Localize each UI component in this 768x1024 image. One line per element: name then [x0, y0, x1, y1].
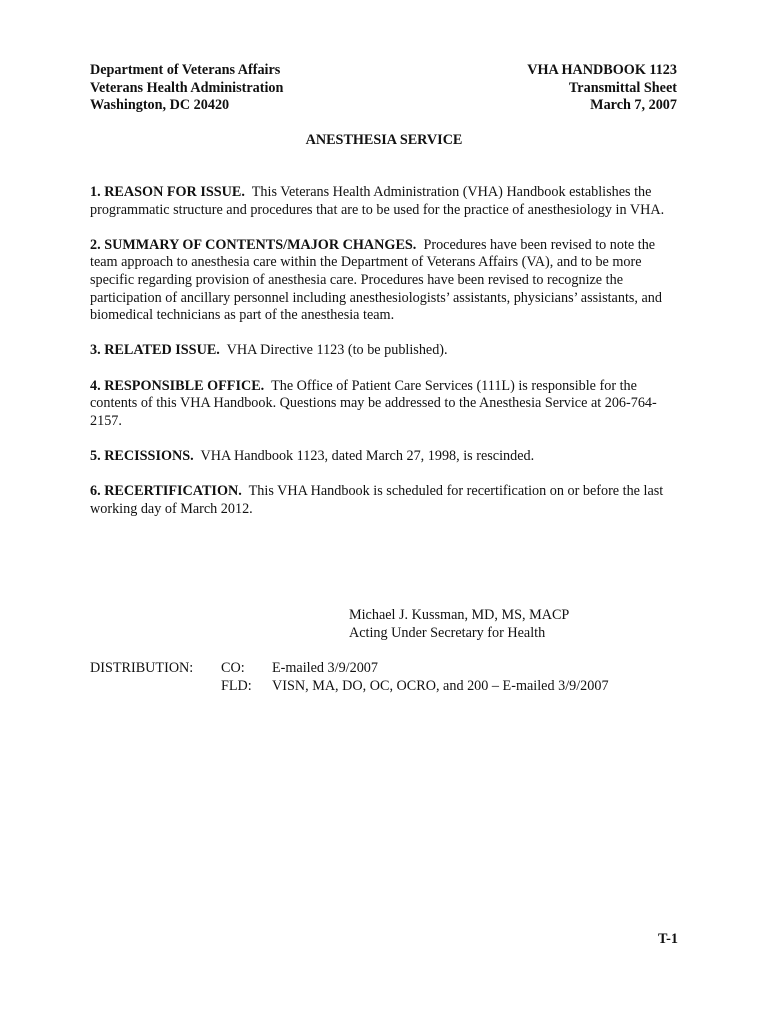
department-name: Department of Veterans Affairs — [90, 62, 281, 78]
signature-block — [349, 607, 569, 642]
page-number: T-1 — [658, 931, 678, 947]
section-text: Procedures have been revised to note the team approach to anesthesia care within the Department of Veterans Affairs (VA), and to be more specific regarding provision of anesthesia care. Procedures have been revised to recognize the participation of ancillary personnel including anesthesiologists’ assistants, physicians’ assistants, and biomedical technicians as part of the anesthesia team. — [90, 236, 662, 324]
handbook-number: VHA HANDBOOK 1123 — [527, 62, 677, 78]
distribution-code: FLD: — [221, 677, 252, 694]
section-heading: 1. REASON FOR ISSUE. — [90, 184, 245, 200]
section-text: This Veterans Health Administration (VHA) Handbook establishes the programmatic structure and procedures that are to be used for the practice of anesthesiology in VHA. — [90, 184, 665, 218]
document-title: ANESTHESIA SERVICE — [305, 132, 463, 148]
distribution-detail: E-mailed 3/9/2007 — [272, 660, 378, 676]
section-text: This VHA Handbook is scheduled for recertification on or before the last working day of March 2012. — [90, 483, 664, 517]
section-recissions — [90, 448, 678, 466]
administration-name: Veterans Health Administration — [90, 79, 284, 96]
issuing-organization-block — [90, 62, 283, 115]
section-heading: 3. RELATED ISSUE. — [90, 342, 220, 359]
section-heading: 5. RECISSIONS. — [90, 447, 194, 464]
sheet-type: Transmittal Sheet — [568, 79, 677, 96]
section-summary-of-changes — [90, 237, 678, 325]
section-heading: 2. SUMMARY OF CONTENTS/MAJOR CHANGES. — [90, 236, 417, 253]
distribution-code: CO: — [221, 660, 245, 676]
section-text: The Office of Patient Care Services (111L) is responsible for the contents of this VHA Handbook. Questions may be addressed to the Anesthesia Service at 206-764-2157. — [90, 377, 657, 429]
issue-date: March 7, 2007 — [590, 97, 677, 114]
section-related-issue — [90, 342, 678, 360]
section-text: VHA Directive 1123 (to be published). — [226, 342, 448, 359]
distribution-detail: VISN, MA, DO, OC, OCRO, and 200 – E-mailed 3/9/2007 — [272, 677, 609, 694]
signatory-name: Michael J. Kussman, MD, MS, MACP — [349, 607, 570, 623]
signatory-title: Acting Under Secretary for Health — [349, 624, 546, 641]
location-address: Washington, DC 20420 — [90, 97, 230, 114]
distribution-heading: DISTRIBUTION: — [90, 660, 194, 676]
section-recertification — [90, 483, 678, 518]
document-body — [90, 184, 678, 536]
document-identifier-block — [527, 62, 677, 115]
section-reason-for-issue — [90, 184, 678, 219]
section-text: VHA Handbook 1123, dated March 27, 1998, is rescinded. — [200, 447, 535, 464]
section-heading: 6. RECERTIFICATION. — [90, 483, 242, 500]
section-heading: 4. RESPONSIBLE OFFICE. — [90, 377, 265, 394]
section-responsible-office — [90, 378, 678, 431]
